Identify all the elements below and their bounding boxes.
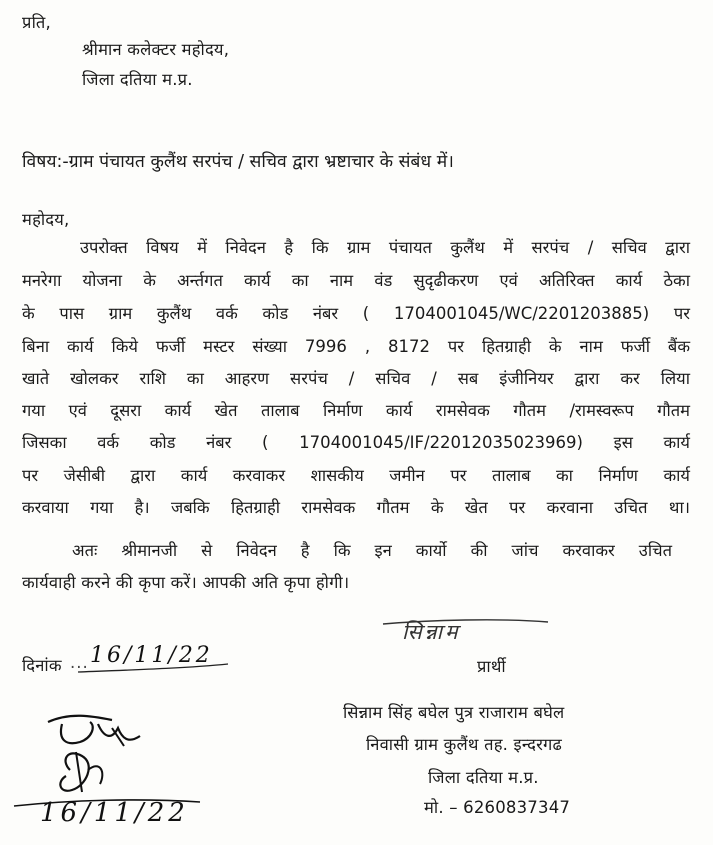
body-line: गया एवं दूसरा कार्य खेत तालाब निर्माण कार्य रामसेवक गौतम /रामस्वरूप गौतम bbox=[22, 401, 690, 420]
applicant-line-2: निवासी ग्राम कुलैंथ तह. इन्दरगढ bbox=[366, 735, 563, 754]
body-line: पर जेसीबी द्वारा कार्य करवाकर शासकीय जमीन पर तालाब का निर्माण कार्य bbox=[22, 466, 690, 485]
applicant-signature: सिन्नाम bbox=[402, 620, 461, 644]
body-line: उपरोक्त विषय में निवेदन है कि ग्राम पंचायत कुलैंथ में सरपंच / सचिव द्वारा bbox=[80, 238, 690, 257]
addressee-line-1: श्रीमान कलेक्टर महोदय, bbox=[82, 40, 230, 59]
subject-line: विषय:-ग्राम पंचायत कुलैंथ सरपंच / सचिव द्वारा भ्रष्टाचार के संबंध में। bbox=[22, 152, 454, 172]
applicant-line-3: जिला दतिया म.प्र. bbox=[428, 768, 539, 787]
body-line: करवाया गया है। जबकि हितग्राही रामसेवक गौतम के खेत पर करवाना उचित था। bbox=[22, 498, 690, 517]
applicant-line-1: सिन्नाम सिंह बघेल पुत्र राजाराम बघेल bbox=[343, 703, 565, 722]
date-label: दिनांक bbox=[22, 656, 62, 675]
request-line: अतः श्रीमानजी से निवेदन है कि इन कार्यो की जांच करवाकर उचित bbox=[72, 541, 672, 560]
addressee-line-2: जिला दतिया म.प्र. bbox=[82, 70, 193, 89]
salutation: महोदय, bbox=[22, 210, 70, 229]
received-date: 16/11/22 bbox=[40, 798, 189, 828]
request-line: कार्यवाही करने की कृपा करें। आपकी अति कृपा होगी। bbox=[22, 573, 350, 592]
body-line: मनरेगा योजना के अर्न्तगत कार्य का नाम वंड सुदृढीकरण एवं अतिरिक्त कार्य ठेका bbox=[22, 271, 690, 290]
date-dots: ... bbox=[70, 653, 89, 672]
date-value: 16/11/22 bbox=[90, 643, 213, 668]
body-line: बिना कार्य किये फर्जी मस्टर संख्या 7996 , 8172 पर हितग्राही के नाम फर्जी बैंक bbox=[22, 337, 690, 356]
body-line: के पास ग्राम कुलैंथ वर्क कोड नंबर ( 1704001045/WC/2201203885) पर bbox=[22, 304, 690, 323]
body-line: जिसका वर्क कोड नंबर ( 1704001045/IF/22012035023969) इस कार्य bbox=[22, 433, 690, 452]
applicant-label: प्रार्थी bbox=[477, 657, 506, 676]
to-label: प्रति, bbox=[22, 13, 51, 32]
body-line: खाते खोलकर राशि का आहरण सरपंच / सचिव / सब इंजीनियर द्वारा कर लिया bbox=[22, 369, 690, 388]
applicant-line-4: मो. – 6260837347 bbox=[424, 798, 571, 817]
